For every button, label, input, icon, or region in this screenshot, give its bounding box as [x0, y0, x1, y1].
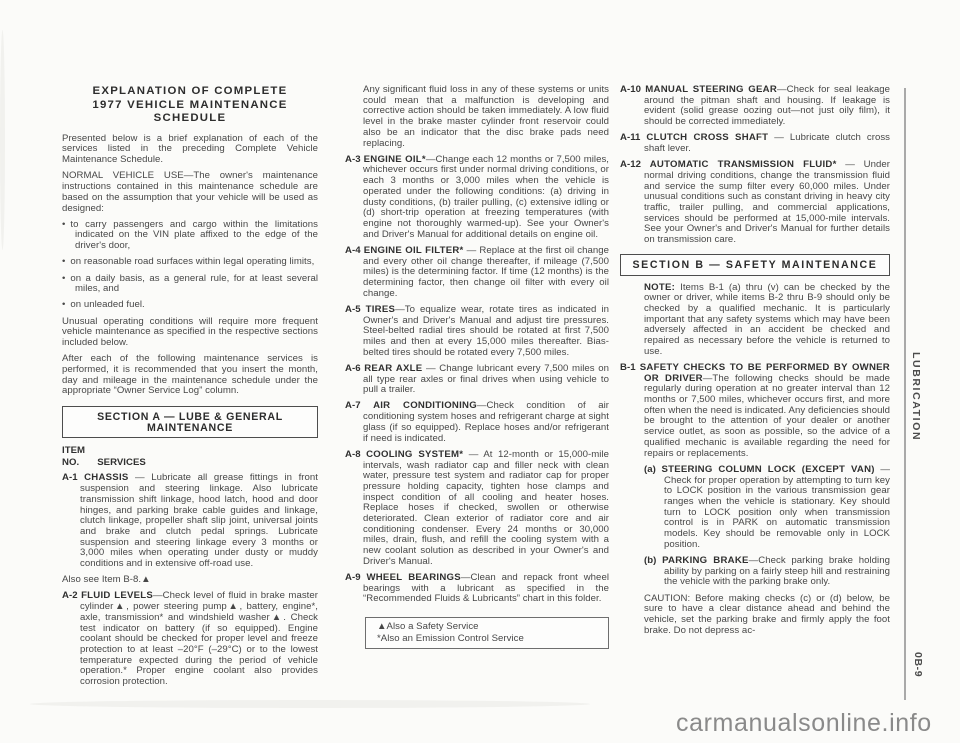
page-number: 0B-9 [912, 652, 924, 678]
intro-paragraph: After each of the following maintenance services is performed, it is recommended that you insert the month, day and mileage in the maintenance schedule under the appropriate “Owner Service Log” column. [62, 353, 318, 397]
service-item-a11: A-11 CLUTCH CROSS SHAFT — Lubricate clutch cross shaft lever. [620, 132, 890, 155]
intro-paragraph: Presented below is a brief explanation of each of the services listed in the preceding Complete Vehicle Maintenance Schedule. [62, 132, 318, 166]
service-item-a12: A-12 AUTOMATIC TRANSMISSION FLUID* — Under normal driving conditions, change the transmission fluid and service the sump filter every 60,000 miles. Under unusual conditions such as constant driving in heavy city traffic, trailer pulling, and commercial applications, services should be performed at 15,000-mile intervals. See your Owner's and Driver's Manual for further details on transmission care. [620, 159, 890, 246]
footnote-emission: *Also an Emission Control Service [377, 632, 524, 644]
margin-divider-rule [904, 88, 906, 700]
services-head: SERVICES [97, 456, 146, 468]
service-item-a6: A-6 REAR AXLE — Change lubricant every 7,500 miles on all type rear axles or final drives when using vehicle to pull a trailer. [345, 362, 609, 396]
safety-check-a: (a) STEERING COLUMN LOCK (EXCEPT VAN) — Check for proper operation by attempting to turn key to LOCK position in the various transmission gear ranges when the vehicle is stationary. Key should turn to LOCK position only when transmission control is in PARK on automatic transmission models. Key should be removable only in LOCK position. [644, 463, 890, 550]
intro-paragraph: Unusual operating conditions will require more frequent vehicle maintenance as specified in the respective sections included below. [62, 315, 318, 349]
column-1 [62, 85, 318, 693]
service-item-a5: A-5 TIRES—To equalize wear, rotate tires as indicated in Owner's and Driver's Manual and adjust tire pressures. Steel-belted radial tires should be rotated at first 7,500 miles and then at every 15,000 miles thereafter. Bias-belted tires should be rotated every 7,500 miles. [345, 303, 609, 358]
page-title [62, 85, 318, 126]
bullet-item: • on a daily basis, as a general rule, for at least several miles, and [62, 274, 318, 295]
section-b-note: NOTE: Items B-1 (a) thru (v) can be checked by the owner or driver, while items B-2 thru B-9 should only be checked by a qualified mechanic. It is particularly important that any safety systems which may have been adversely affected in an accident be checked and repaired as necessary before the vehicle is returned to use. [644, 281, 890, 357]
column-2 [345, 85, 609, 649]
caution-paragraph: CAUTION: Before making checks (c) or (d) below, be sure to have a clear distance ahead and behind the vehicle, set the parking brake and firmly apply the foot brake. Do not depress ac- [644, 592, 890, 636]
fluid-levels-continuation: Any significant fluid loss in any of these systems or units could mean that a malfunction is developing and corrective action should be taken immediately. A low fluid level in the brake master cylinder front reservoir could also be an indicator that the disc brake pads need replacing. [363, 84, 609, 149]
service-item-a1: A-1 CHASSIS — Lubricate all grease fittings in front suspension and steering linkage. Also lubricate transmission shift linkage, hood latch, hood and door hinges, and parking brake cable guides and linkage, clutch linkage, propeller shaft slip joint, universal joints and brake and clutch pedal springs. Lubricate suspension and steering linkage every 3 months or 3,000 miles when operating under dusty or muddy conditions and in extensive off-road use. [62, 472, 318, 570]
service-item-a9: A-9 WHEEL BEARINGS—Clean and repack front wheel bearings with a lubricant as specified in the “Recommended Fluids & Lubricants” chart in this folder. [345, 572, 609, 605]
section-a-header: SECTION A — LUBE & GENERAL MAINTENANCE [62, 406, 318, 438]
footnote-box [365, 617, 609, 649]
service-item-b1: B-1 SAFETY CHECKS TO BE PERFORMED BY OWNER OR DRIVER—The following checks should be made regularly during operation at no greater interval than 12 months or 7,500 miles, whichever occurs first, and more often when the need is indicated. Any deficiencies should be brought to the attention of your dealer or another service outlet, as soon as possible, so the advice of a qualified mechanic is available regarding the need for repairs or replacements. [620, 361, 890, 459]
service-item-a1-note: Also see Item B-8.▲ [62, 574, 151, 586]
service-item-a10: A-10 MANUAL STEERING GEAR—Check for seal leakage around the pitman shaft and housing. If leakage is evident (solid grease oozing out—not just oily film), it should be corrected immediately. [620, 84, 890, 128]
bullet-item: • on unleaded fuel. [62, 300, 318, 311]
page-title-line2: 1977 VEHICLE MAINTENANCE SCHEDULE [92, 98, 288, 125]
page-title-line1: EXPLANATION OF COMPLETE [92, 85, 288, 97]
no-head: NO. [62, 456, 80, 468]
site-watermark: carmanualsonline.info [676, 709, 932, 737]
safety-check-b: (b) PARKING BRAKE—Check parking brake holding ability by parking on a fairly steep hill and restraining the vehicle with the parking brake only. [644, 554, 890, 588]
service-item-a2: A-2 FLUID LEVELS—Check level of fluid in brake master cylinder▲, power steering pump▲, battery, engine*, axle, transmission* and windshield washer▲. Check test indicator on battery (if so equipped). Engine coolant should be checked for proper level and freeze protection to at least –20°F (–29°C) or to the lowest temperature expected during the period of vehicle operation.* Proper engine coolant also provides corrosion protection. [62, 590, 318, 688]
service-item-a7: A-7 AIR CONDITIONING—Check condition of air conditioning system hoses and refrigerant charge at sight glass (if so equipped). Replace hoses and/or refrigerant if need is indicated. [345, 400, 609, 444]
services-column-headers [62, 445, 318, 468]
intro-paragraph: NORMAL VEHICLE USE—The owner's maintenance instructions contained in this maintenance schedule are based on the assumption that your vehicle will be used as designed: [62, 170, 318, 214]
item-head: ITEM [62, 445, 86, 457]
column-3 [620, 85, 890, 642]
section-b-header: SECTION B — SAFETY MAINTENANCE [620, 254, 890, 276]
bullet-item: • to carry passengers and cargo within the limitations indicated on the VIN plate affixed to the edge of the driver's door, [62, 220, 318, 252]
service-item-a3: A-3 ENGINE OIL*—Change each 12 months or 7,500 miles, whichever occurs first under normal driving conditions, or each 3 months or 3,000 miles when the vehicle is operated under the following conditions: (a) driving in dusty conditions, (b) trailer pulling, (c) extensive idling or (d) short-trip operation at freezing temperatures (with engine not thoroughly warmed-up). See your Owner's and Driver's Manual for additional details on engine oil. [345, 153, 609, 240]
margin-section-label: LUBRICATION [910, 352, 922, 442]
footnote-safety: ▲Also a Safety Service [377, 621, 479, 633]
bullet-item: • on reasonable road surfaces within legal operating limits, [62, 257, 318, 268]
service-item-a4: A-4 ENGINE OIL FILTER* — Replace at the first oil change and every other oil change thereafter, if mileage (7,500 miles) is the determining factor. If time (12 months) is the determining factor, then change oil filter with every oil change. [345, 244, 609, 299]
scan-artifact [30, 700, 590, 708]
scan-artifact [0, 30, 5, 250]
service-item-a8: A-8 COOLING SYSTEM* — At 12-month or 15,000-mile intervals, wash radiator cap and filler neck with clean water, pressure test system and radiator cap for proper pressure holding capacity, tighten hose clamps and inspect condition of all cooling and heater hoses. Replace hoses if checked, swollen or otherwise deteriorated. Clean exterior of radiator core and air conditioning condenser. Every 24 months or 30,000 miles, drain, flush, and refill the cooling system with a new coolant solution as described in your Owner's and Driver's Manual. [345, 448, 609, 567]
